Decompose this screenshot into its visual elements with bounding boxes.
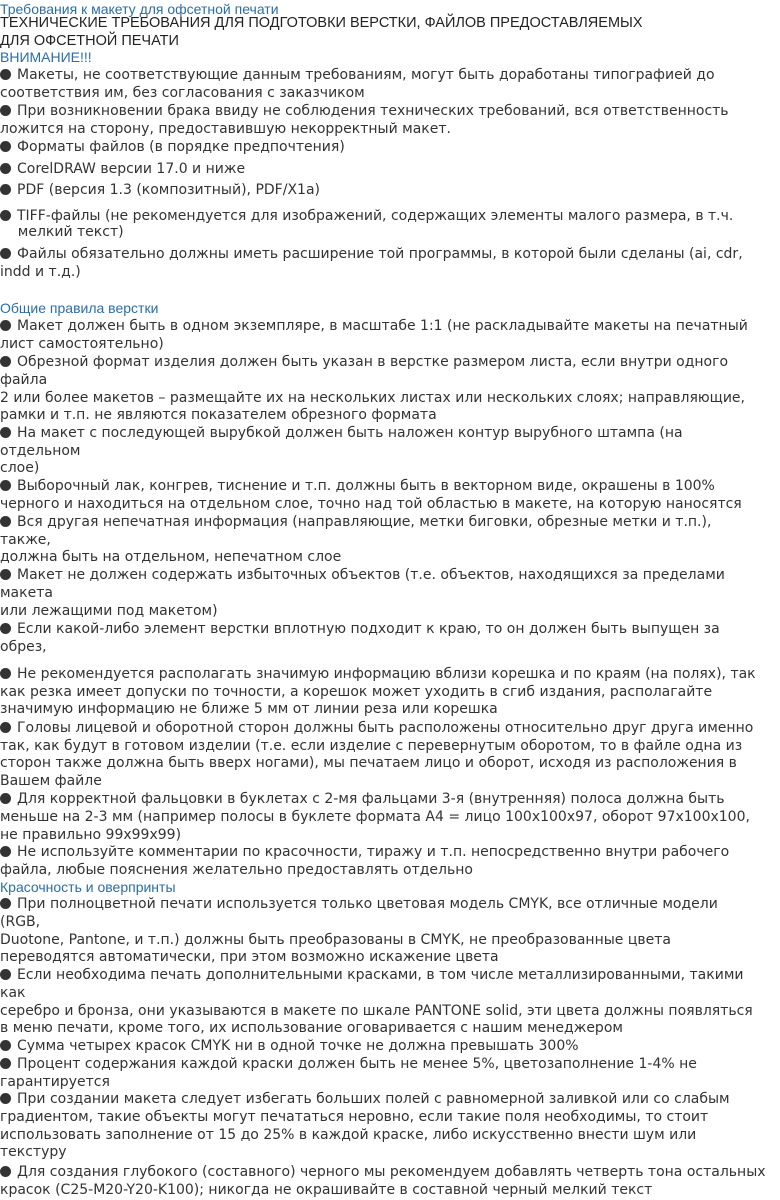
bullet-icon bbox=[0, 184, 11, 195]
line-text: черного и находиться на отдельном слое, точно над той областью в макете, на которую наносятся bbox=[0, 496, 742, 512]
line-text: На макет с последующей вырубкой должен быть наложен контур вырубного штампа (на bbox=[17, 425, 683, 441]
bullet-icon bbox=[0, 105, 11, 116]
bullet-item bbox=[0, 895, 718, 913]
line-text: Макет должен быть в одном экземпляре, в масштабе 1:1 (не раскладывайте макеты на печатный bbox=[17, 318, 748, 334]
line-text: слое) bbox=[0, 460, 40, 476]
line-text: или лежащими под макетом) bbox=[0, 603, 218, 619]
text-line bbox=[0, 1126, 696, 1144]
line-text: Макет не должен содержать избыточных объектов (т.е. объектов, находящихся за пределами bbox=[17, 567, 725, 583]
text-line bbox=[0, 754, 737, 772]
line-text: мелкий текст) bbox=[0, 224, 124, 240]
line-text: ложится на сторону, предоставившую некорректный макет. bbox=[0, 121, 451, 137]
section-heading bbox=[0, 48, 92, 66]
bullet-item bbox=[0, 513, 711, 531]
bullet-icon bbox=[0, 623, 11, 634]
section-heading bbox=[0, 299, 158, 317]
text-line bbox=[0, 371, 47, 389]
bullet-item bbox=[0, 966, 743, 984]
text-line bbox=[0, 14, 643, 32]
text-line bbox=[0, 700, 498, 718]
line-text: При возникновении брака ввиду не соблюдения технических требований, вся ответственность bbox=[17, 103, 729, 119]
line-text: серебро и бронза, они указываются в макете по шкале PANTONE solid, эти цвета должны появляться bbox=[0, 1003, 753, 1019]
text-line bbox=[0, 602, 218, 620]
bullet-item bbox=[0, 1037, 579, 1055]
text-line bbox=[0, 335, 164, 353]
bullet-item bbox=[0, 245, 743, 263]
line-text: не правильно 99х99х99) bbox=[0, 827, 182, 843]
bullet-icon bbox=[0, 69, 11, 80]
section-heading bbox=[0, 878, 176, 896]
bullet-item bbox=[0, 353, 728, 371]
line-text: Если необходима печать дополнительными красками, в том числе металлизированными, такими bbox=[17, 967, 744, 983]
line-text: Выборочный лак, конгрев, тиснение и т.п. должны быть в векторном виде, окрашены в 100% bbox=[17, 478, 715, 494]
line-text: 2 или более макетов – размещайте их на нескольких листах или нескольких слоях; направляющие, bbox=[0, 390, 745, 406]
line-text: ТЕХНИЧЕСКИЕ ТРЕБОВАНИЯ ДЛЯ ПОДГОТОВКИ ВЕРСТКИ, ФАЙЛОВ ПРЕДОСТАВЛЯЕМЫХ bbox=[0, 15, 643, 31]
text-line bbox=[0, 495, 742, 513]
bullet-icon bbox=[0, 969, 11, 980]
bullet-item bbox=[0, 138, 345, 156]
bullet-icon bbox=[0, 480, 11, 491]
bullet-item bbox=[0, 181, 320, 199]
text-line bbox=[0, 1108, 708, 1126]
line-text: сторон также должна быть вверх ногами), мы печатаем лицо и оборот, исходя из расположения в bbox=[0, 755, 737, 771]
bullet-icon bbox=[0, 1058, 11, 1069]
bullet-item bbox=[0, 665, 756, 683]
bullet-item bbox=[0, 424, 683, 442]
text-line bbox=[0, 772, 102, 790]
text-line bbox=[0, 442, 81, 460]
bullet-item bbox=[0, 1163, 766, 1181]
bullet-icon bbox=[0, 356, 11, 367]
line-text: Не используйте комментарии по красочности, тиражу и т.п. непосредственно внутри рабочего bbox=[17, 844, 730, 860]
text-line bbox=[0, 459, 39, 477]
line-text: ВНИМАНИЕ!!! bbox=[0, 49, 92, 65]
line-text: как bbox=[0, 985, 26, 1001]
line-text: должна быть на отдельном, непечатном слое bbox=[0, 549, 342, 565]
line-text: Если какой-либо элемент верстки вплотную подходит к краю, то он должен быть выпущен за bbox=[17, 621, 720, 637]
line-text: отдельном bbox=[0, 443, 81, 459]
text-line bbox=[0, 1019, 623, 1037]
line-text: файла bbox=[0, 372, 48, 388]
line-text: Форматы файлов (в порядке предпочтения) bbox=[17, 139, 345, 155]
line-text: файла, любые пояснения желательно предоставлять отдельно bbox=[0, 862, 473, 878]
line-text: ДЛЯ ОФСЕТНОЙ ПЕЧАТИ bbox=[0, 33, 179, 49]
line-text: Макеты, не соответствующие данным требованиям, могут быть доработаны типографией до bbox=[17, 67, 715, 83]
text-line bbox=[0, 263, 81, 281]
text-line bbox=[0, 84, 365, 102]
bullet-icon bbox=[0, 1040, 11, 1051]
bullet-item bbox=[0, 477, 715, 495]
bullet-icon bbox=[0, 427, 11, 438]
bullet-icon bbox=[0, 898, 11, 909]
line-text: гарантируется bbox=[0, 1074, 110, 1090]
text-line bbox=[0, 737, 742, 755]
bullet-item bbox=[0, 102, 729, 120]
text-line bbox=[0, 808, 750, 826]
bullet-icon bbox=[0, 163, 11, 174]
line-text: Общие правила верстки bbox=[0, 300, 159, 316]
line-text: также, bbox=[0, 532, 51, 548]
line-text: в меню печати, кроме того, их использование оговаривается с нашим менеджером bbox=[0, 1020, 623, 1036]
text-line bbox=[0, 913, 40, 931]
line-text: соответствия им, без согласования с заказчиком bbox=[0, 85, 365, 101]
line-text: Вся другая непечатная информация (направляющие, метки биговки, обрезные метки и т.п.), bbox=[17, 514, 712, 530]
text-line bbox=[0, 948, 499, 966]
text-line bbox=[0, 931, 671, 949]
bullet-item bbox=[0, 160, 245, 178]
line-text: Обрезной формат изделия должен быть указан в верстке размером листа, если внутри одного bbox=[17, 354, 729, 370]
line-text: лист самостоятельно) bbox=[0, 336, 164, 352]
bullet-item bbox=[0, 1090, 730, 1108]
bullet-icon bbox=[0, 516, 11, 527]
bullet-item bbox=[0, 566, 725, 584]
text-line bbox=[0, 1002, 753, 1020]
bullet-icon bbox=[0, 1166, 11, 1177]
line-text: меньше на 2-3 мм (например полосы в буклете формата А4 = лицо 100х100х97, оборот 97х100х100, bbox=[0, 809, 750, 825]
bullet-icon bbox=[0, 569, 11, 580]
line-text: переводятся автоматически, при этом возможно искажение цвета bbox=[0, 949, 499, 965]
line-text: (RGB, bbox=[0, 914, 41, 930]
text-line bbox=[0, 389, 745, 407]
line-text: Для корректной фальцовки в буклетах с 2-мя фальцами 3-я (внутренняя) полоса должна быть bbox=[17, 791, 725, 807]
line-text: градиентом, такие объекты могут печататься неровно, если такие поля необходимы, то стоит bbox=[0, 1109, 709, 1125]
line-text: обрез, bbox=[0, 639, 47, 655]
line-text: значимую информацию не ближе 5 мм от линии реза или корешка bbox=[0, 701, 498, 717]
text-line bbox=[0, 984, 26, 1002]
line-text: Для создания глубокого (составного) черного мы рекомендуем добавлять четверть тона остальных bbox=[17, 1164, 766, 1180]
line-text: PDF (версия 1.3 (композитный), PDF/X1a) bbox=[17, 182, 320, 198]
line-text: CorelDRAW версии 17.0 и ниже bbox=[17, 161, 246, 177]
bullet-item bbox=[0, 620, 720, 638]
bullet-item bbox=[0, 719, 753, 737]
line-text: использовать заполнение от 15 до 25% в каждой краске, либо искусственно внести шум или bbox=[0, 1127, 697, 1143]
line-text: макета bbox=[0, 585, 53, 601]
text-line bbox=[0, 1073, 110, 1091]
text-line bbox=[0, 548, 341, 566]
bullet-icon bbox=[0, 141, 11, 152]
bullet-icon bbox=[0, 668, 11, 679]
bullet-item bbox=[0, 66, 715, 84]
bullet-icon bbox=[0, 248, 11, 259]
bullet-icon bbox=[0, 722, 11, 733]
text-line bbox=[0, 638, 47, 656]
bullet-item bbox=[0, 843, 729, 861]
line-text: Duotone, Pantone, и т.п.) должны быть преобразованы в CMYK, не преобразованные цвета bbox=[0, 932, 671, 948]
text-line bbox=[0, 1181, 652, 1199]
line-text: Головы лицевой и оборотной сторон должны быть расположены относительно друг друга именно bbox=[17, 720, 754, 736]
text-line bbox=[0, 406, 437, 424]
bullet-icon bbox=[0, 210, 11, 221]
text-line bbox=[0, 531, 51, 549]
line-text: Вашем файле bbox=[0, 773, 102, 789]
text-line bbox=[0, 826, 181, 844]
line-text: как резка имеет допуски по точности, а корешок может уходить в сгиб издания, располагайте bbox=[0, 684, 713, 700]
bullet-icon bbox=[0, 793, 11, 804]
line-text: При полноцветной печати используется только цветовая модель CMYK, все отличные модели bbox=[17, 896, 718, 912]
line-text: Не рекомендуется располагать значимую информацию вблизи корешка и по краям (на полях), так bbox=[17, 666, 756, 682]
text-line bbox=[0, 120, 451, 138]
line-text: TIFF-файлы (не рекомендуется для изображений, содержащих элементы малого размера, в т.ч. bbox=[17, 208, 734, 224]
line-text: indd и т.д.) bbox=[0, 264, 81, 280]
bullet-item bbox=[0, 317, 748, 335]
text-line bbox=[0, 683, 712, 701]
text-line bbox=[0, 1143, 67, 1161]
line-text: Сумма четырех красок CMYK ни в одной точке не должна превышать 300% bbox=[17, 1038, 579, 1054]
line-text: красок (C25-M20-Y20-K100); никогда не окрашивайте в составной черный мелкий текст bbox=[0, 1182, 653, 1198]
text-line bbox=[0, 861, 473, 879]
line-text: рамки и т.п. не являются показателем обрезного формата bbox=[0, 407, 437, 423]
text-line bbox=[0, 584, 53, 602]
line-text: Требования к макету для офсетной печати bbox=[0, 1, 279, 17]
line-text: текстуру bbox=[0, 1144, 67, 1160]
line-text: При создании макета следует избегать больших полей с равномерной заливкой или со слабым bbox=[17, 1091, 730, 1107]
line-text: Файлы обязательно должны иметь расширение той программы, в которой были сделаны (ai, cdr, bbox=[17, 246, 743, 262]
bullet-icon bbox=[0, 1093, 11, 1104]
line-text: Красочность и оверпринты bbox=[0, 879, 176, 895]
bullet-item bbox=[0, 790, 725, 808]
bullet-icon bbox=[0, 846, 11, 857]
text-line bbox=[0, 223, 124, 241]
bullet-item bbox=[0, 1055, 697, 1073]
line-text: Процент содержания каждой краски должен быть не менее 5%, цветозаполнение 1-4% не bbox=[17, 1056, 697, 1072]
line-text: так, как будут в готовом изделии (т.е. если изделие с перевернутым оборотом, то в файле одна из bbox=[0, 738, 743, 754]
bullet-icon bbox=[0, 320, 11, 331]
